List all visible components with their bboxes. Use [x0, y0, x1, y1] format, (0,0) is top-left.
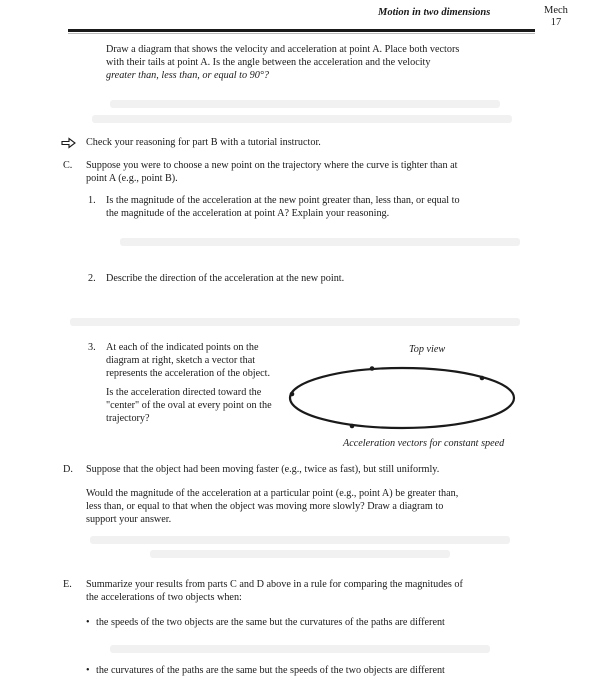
trajectory-point	[350, 424, 355, 429]
bullet-dot-icon: •	[86, 665, 90, 676]
part-c-line2: point A (e.g., point B).	[86, 173, 178, 184]
part-c-line1: Suppose you were to choose a new point on the trajectory where the curve is tighter than at	[86, 160, 458, 171]
part-d-body	[86, 487, 458, 526]
trajectory-point	[480, 376, 485, 381]
header-section	[544, 5, 568, 29]
part-e-line1: Summarize your results from parts C and D above in a rule for comparing the magnitudes of	[86, 579, 463, 590]
question-c2: Describe the direction of the acceleration at the new point.	[106, 273, 345, 284]
part-c-label: C.	[63, 160, 73, 171]
part-e-bullet1: the speeds of the two objects are the same but the curvatures of the paths are different	[96, 617, 445, 628]
question-c3-number: 3.	[88, 342, 96, 353]
bleed-through-mark	[150, 550, 450, 558]
question-c3-line2: diagram at right, sketch a vector that	[106, 355, 256, 366]
part-d-line1: Suppose that the object had been moving faster (e.g., twice as fast), but still uniformly.	[86, 464, 440, 475]
question-c3-line4: Is the acceleration directed toward the	[106, 387, 262, 398]
question-c2-number: 2.	[88, 273, 96, 284]
part-d-line2: Would the magnitude of the acceleration at a particular point (e.g., point A) be greater than,	[86, 488, 459, 499]
question-c1-number: 1.	[88, 195, 96, 206]
bleed-through-mark	[90, 536, 510, 544]
header-title: Motion in two dimensions	[378, 7, 491, 18]
question-c3-line3: represents the acceleration of the object.	[106, 368, 271, 379]
question-c3-line5: "center" of the oval at every point on the	[106, 400, 272, 411]
header-section-label: Mech	[544, 5, 568, 16]
figure-top-view-label: Top view	[409, 344, 446, 355]
arrow-right-icon	[61, 136, 77, 148]
header-rule-thin	[68, 33, 535, 34]
question-c1-line1: Is the magnitude of the acceleration at the new point greater than, less than, or equal to	[106, 195, 460, 206]
part-b-line1: Draw a diagram that shows the velocity and acceleration at point A. Place both vectors	[106, 44, 460, 55]
part-e-intro	[86, 578, 463, 604]
part-d-label: D.	[63, 464, 73, 475]
header-rule	[68, 29, 535, 32]
bleed-through-mark	[110, 100, 500, 108]
question-c1	[106, 194, 460, 220]
question-c3-line6: trajectory?	[106, 413, 150, 424]
part-b-line2: with their tails at point A. Is the angle between the acceleration and the velocity	[106, 57, 431, 68]
trajectory-point	[370, 366, 375, 371]
question-c3	[106, 341, 272, 425]
header-page-number: 17	[550, 17, 562, 28]
bullet-dot-icon: •	[86, 617, 90, 628]
bleed-through-mark	[92, 115, 512, 123]
part-b-prompt	[106, 43, 459, 82]
checkpoint-text: Check your reasoning for part B with a tutorial instructor.	[86, 137, 321, 148]
trajectory-point	[290, 392, 295, 397]
bleed-through-mark	[120, 238, 520, 246]
part-e-line2: the accelerations of two objects when:	[86, 592, 242, 603]
figure-caption: Acceleration vectors for constant speed	[343, 438, 505, 449]
part-d-line3: less than, or equal to that when the object was moving more slowly? Draw a diagram to	[86, 501, 444, 512]
question-c1-line2: the magnitude of the acceleration at point A? Explain your reasoning.	[106, 208, 390, 219]
part-e-label: E.	[63, 579, 72, 590]
part-c-intro	[86, 159, 457, 185]
part-e-bullet2: the curvatures of the paths are the same but the speeds of the two objects are different	[96, 665, 445, 676]
part-b-line3: greater than, less than, or equal to 90°?	[106, 70, 270, 81]
question-c3-line1: At each of the indicated points on the	[106, 342, 259, 353]
part-d-line4: support your answer.	[86, 514, 172, 525]
trajectory-figure	[286, 358, 518, 446]
bleed-through-mark	[70, 318, 520, 326]
bleed-through-mark	[110, 645, 490, 653]
